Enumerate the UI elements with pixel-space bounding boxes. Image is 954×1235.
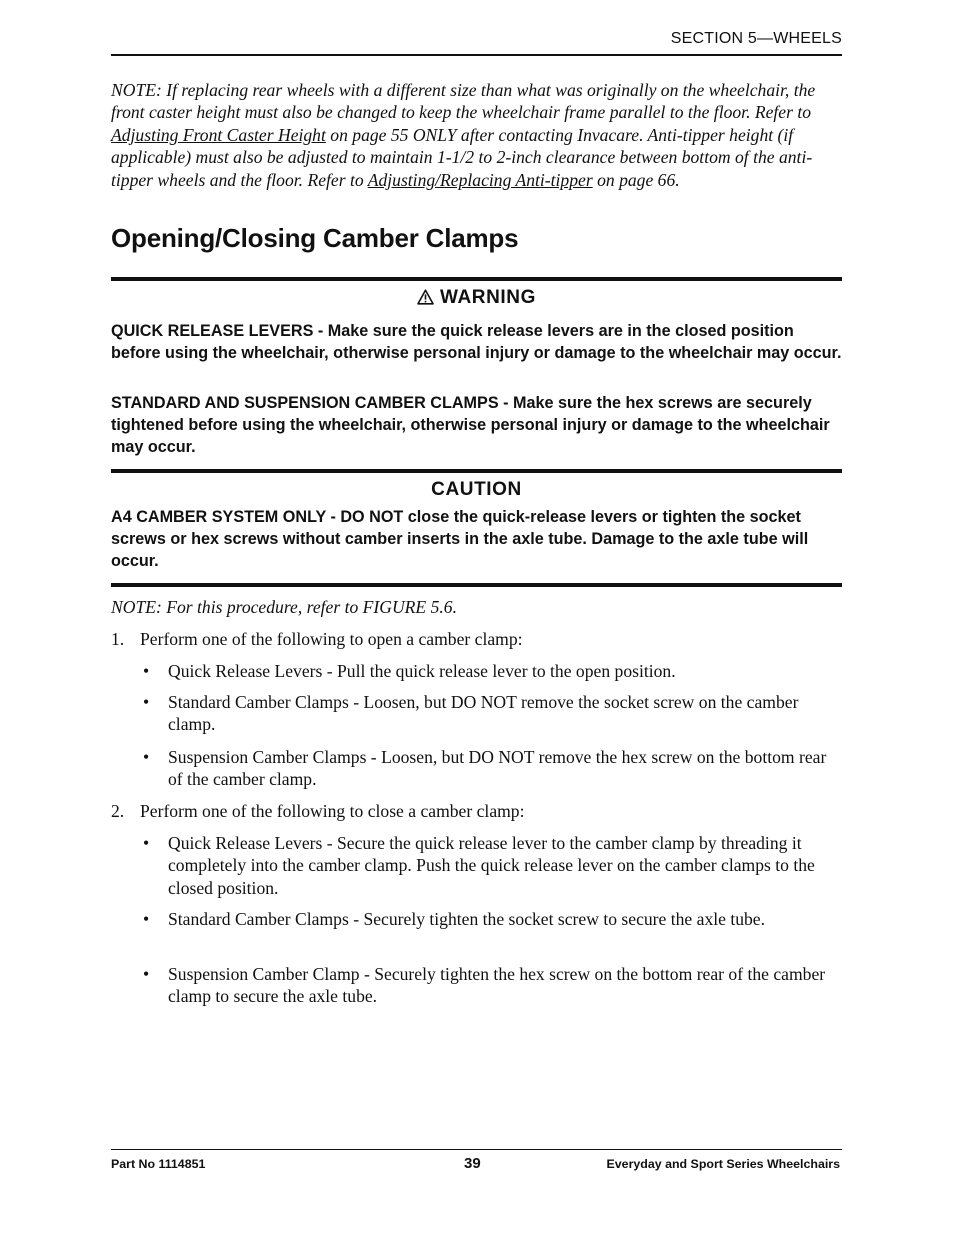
section-header: SECTION 5—WHEELS: [670, 30, 842, 47]
note-text-2: on page 55 ONLY after contacting Invacare. Anti-tipper height (if applicable) must also be adjusted to maintain 1-1/2 to 2-inch clearance between bottom of the anti-tipper wheels and the floor. Refer to: [111, 124, 813, 190]
warning-top-rule: [111, 277, 842, 281]
page-title: Opening/Closing Camber Clamps: [111, 223, 519, 253]
note-text-3: on page 66.: [592, 169, 680, 190]
bullet-glyph: •: [143, 661, 150, 681]
warning-quick-release-levers: QUICK RELEASE LEVERS - Make sure the quick release levers are in the closed position before using the wheelchair, otherwise personal injury or damage to the wheelchair may occur.: [111, 322, 842, 362]
warning-triangle-icon: [417, 289, 434, 311]
note-rear-wheels: [111, 79, 842, 191]
bullet-glyph: •: [143, 964, 150, 984]
list-item-text: Suspension Camber Clamp - Securely tighten the hex screw on the bottom rear of the camber clamp to secure the axle tube.: [168, 964, 826, 1007]
bullet-glyph: •: [143, 833, 150, 853]
list-item-text: Standard Camber Clamps - Securely tighten the socket screw to secure the axle tube.: [168, 909, 766, 929]
step-text: Perform one of the following to close a camber clamp:: [140, 801, 525, 821]
page-number: 39: [464, 1155, 481, 1172]
list-item-text: Suspension Camber Clamps - Loosen, but DO NOT remove the hex screw on the bottom rear of the camber clamp.: [168, 747, 827, 790]
list-item-text: Standard Camber Clamps - Loosen, but DO NOT remove the socket screw on the camber clamp.: [168, 692, 799, 735]
caution-bottom-rule: [111, 583, 842, 587]
bullet-glyph: •: [143, 747, 150, 767]
footer-rule: [111, 1149, 842, 1150]
manual-page: [111, 0, 842, 1235]
warning-title-text: WARNING: [439, 287, 537, 308]
step-text: Perform one of the following to open a camber clamp:: [140, 629, 523, 649]
warning-title: [111, 287, 842, 311]
step-number: 2.: [111, 801, 125, 821]
caution-a4-camber-system: A4 CAMBER SYSTEM ONLY - DO NOT close the quick-release levers or tighten the socket screws or hex screws without camber inserts in the axle tube. Damage to the axle tube will occur.: [111, 508, 809, 570]
caution-title: CAUTION: [431, 479, 522, 500]
list-item-text: Quick Release Levers - Pull the quick release lever to the open position.: [168, 661, 676, 681]
bullet-glyph: •: [143, 692, 150, 712]
footer-product-name: Everyday and Sport Series Wheelchairs: [606, 1157, 840, 1171]
warning-camber-clamps: STANDARD AND SUSPENSION CAMBER CLAMPS - Make sure the hex screws are securely tightened before using the wheelchair, otherwise personal injury or damage to the wheelchair may occur.: [111, 394, 830, 456]
footer-part-number: Part No 1114851: [111, 1157, 206, 1171]
bullet-glyph: •: [143, 909, 150, 929]
list-item-text: Quick Release Levers - Secure the quick release lever to the camber clamp by threading it completely into the camber clamp. Push the quick release lever on the camber clamps to the closed position.: [168, 833, 815, 898]
header-rule: [111, 54, 842, 56]
note-procedure: NOTE: For this procedure, refer to FIGURE 5.6.: [111, 597, 457, 617]
link-adjusting-replacing-anti-tipper[interactable]: Adjusting/Replacing Anti-tipper: [367, 169, 593, 190]
warning-bottom-rule: [111, 469, 842, 473]
link-adjusting-front-caster-height[interactable]: Adjusting Front Caster Height: [111, 124, 326, 145]
step-number: 1.: [111, 629, 125, 649]
note-text-1: NOTE: If replacing rear wheels with a different size than what was originally on the wheelchair, the front caster height must also be changed to keep the wheelchair frame parallel to the floor. Refer to: [111, 80, 816, 123]
